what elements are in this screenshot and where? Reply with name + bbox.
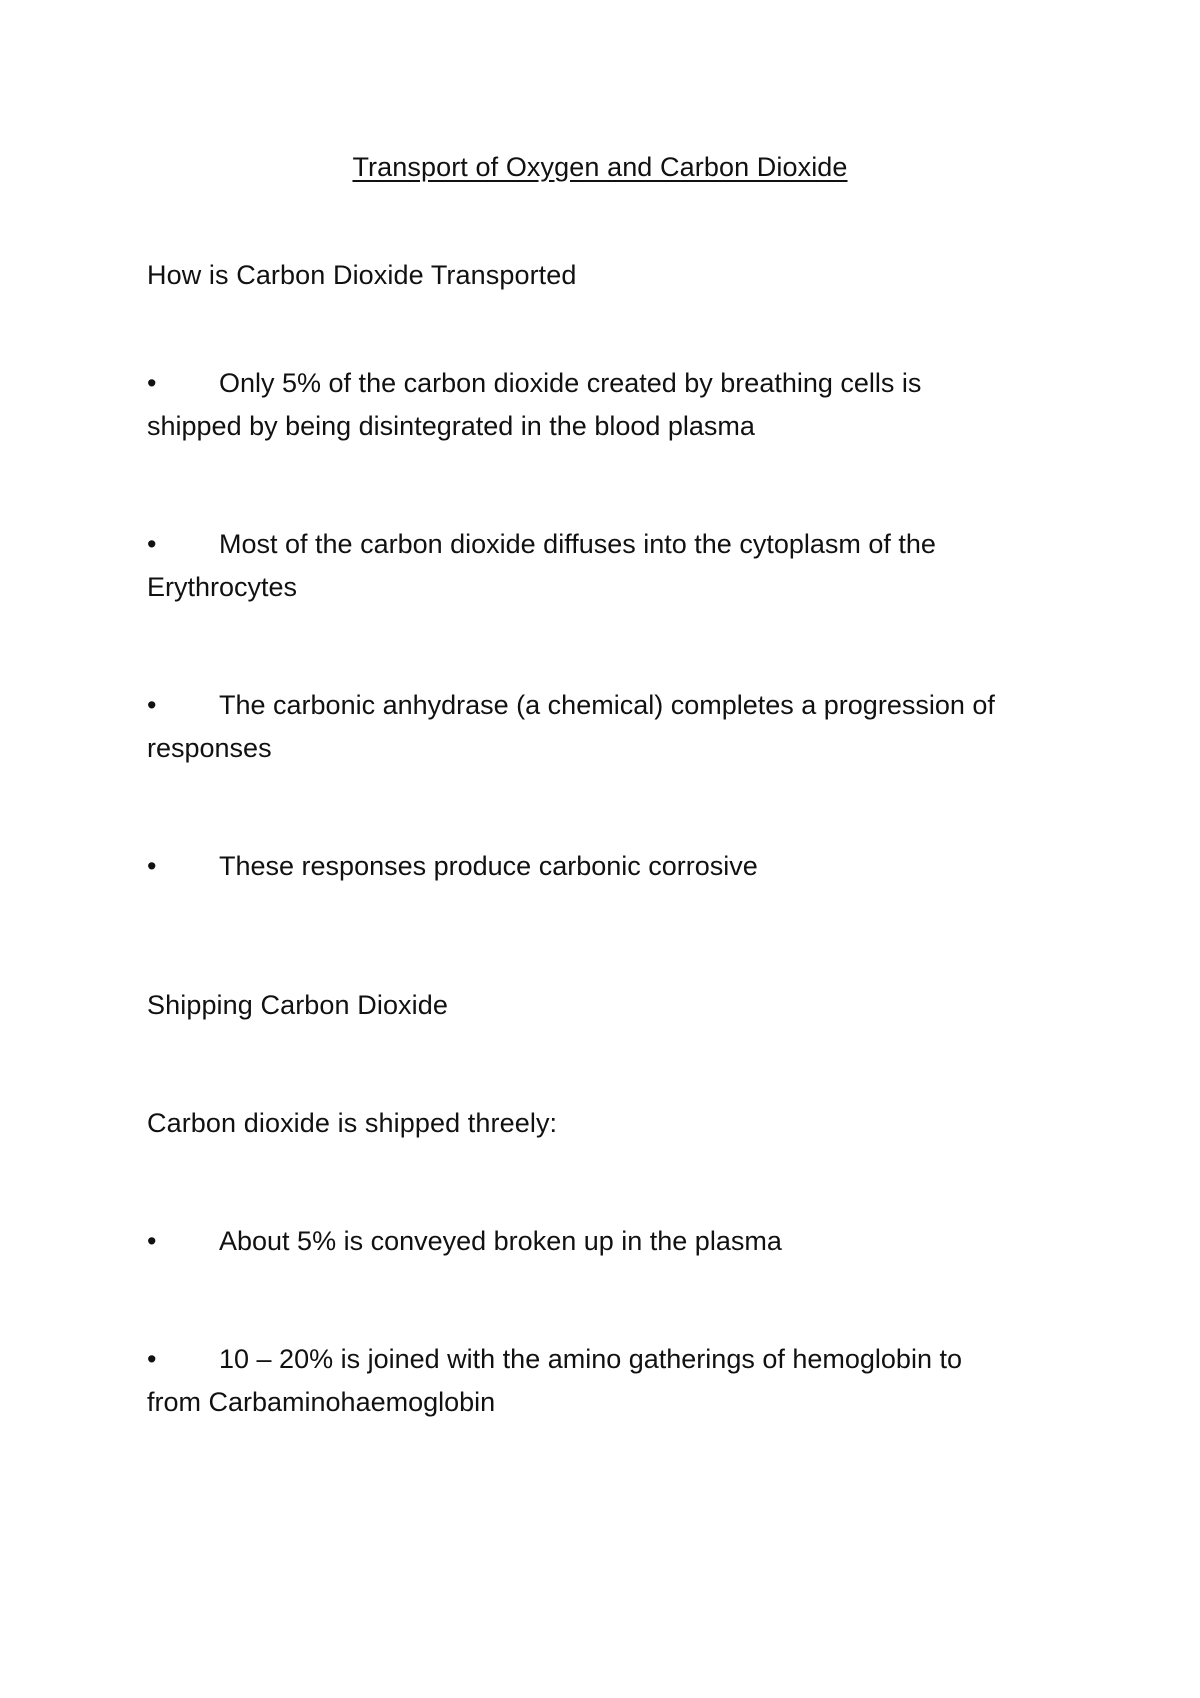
section-heading-shipping-co2: Shipping Carbon Dioxide [147,990,448,1020]
bullet-icon: • [147,1344,157,1374]
list-item-text: 10 – 20% is joined with the amino gatherings of hemoglobin to [219,1344,962,1374]
bullet-icon: • [147,690,157,720]
bullet-icon: • [147,529,157,559]
list-item-text: About 5% is conveyed broken up in the plasma [219,1226,782,1256]
list-item-continuation: shipped by being disintegrated in the blood plasma [147,411,755,441]
list-item-text: Most of the carbon dioxide diffuses into the cytoplasm of the [219,529,936,559]
list-item-text: The carbonic anhydrase (a chemical) completes a progression of [219,690,995,720]
section-heading-co2-transport: How is Carbon Dioxide Transported [147,260,577,290]
document-title: Transport of Oxygen and Carbon Dioxide [352,152,848,182]
bullet-icon: • [147,368,157,398]
list-item-continuation: Erythrocytes [147,572,298,602]
list-item-text: These responses produce carbonic corrosive [219,851,758,881]
section-intro-text: Carbon dioxide is shipped threely: [147,1108,558,1138]
list-item-continuation: from Carbaminohaemoglobin [147,1387,496,1417]
bullet-icon: • [147,1226,157,1256]
list-item-continuation: responses [147,733,272,763]
list-item-text: Only 5% of the carbon dioxide created by breathing cells is [219,368,922,398]
bullet-icon: • [147,851,157,881]
